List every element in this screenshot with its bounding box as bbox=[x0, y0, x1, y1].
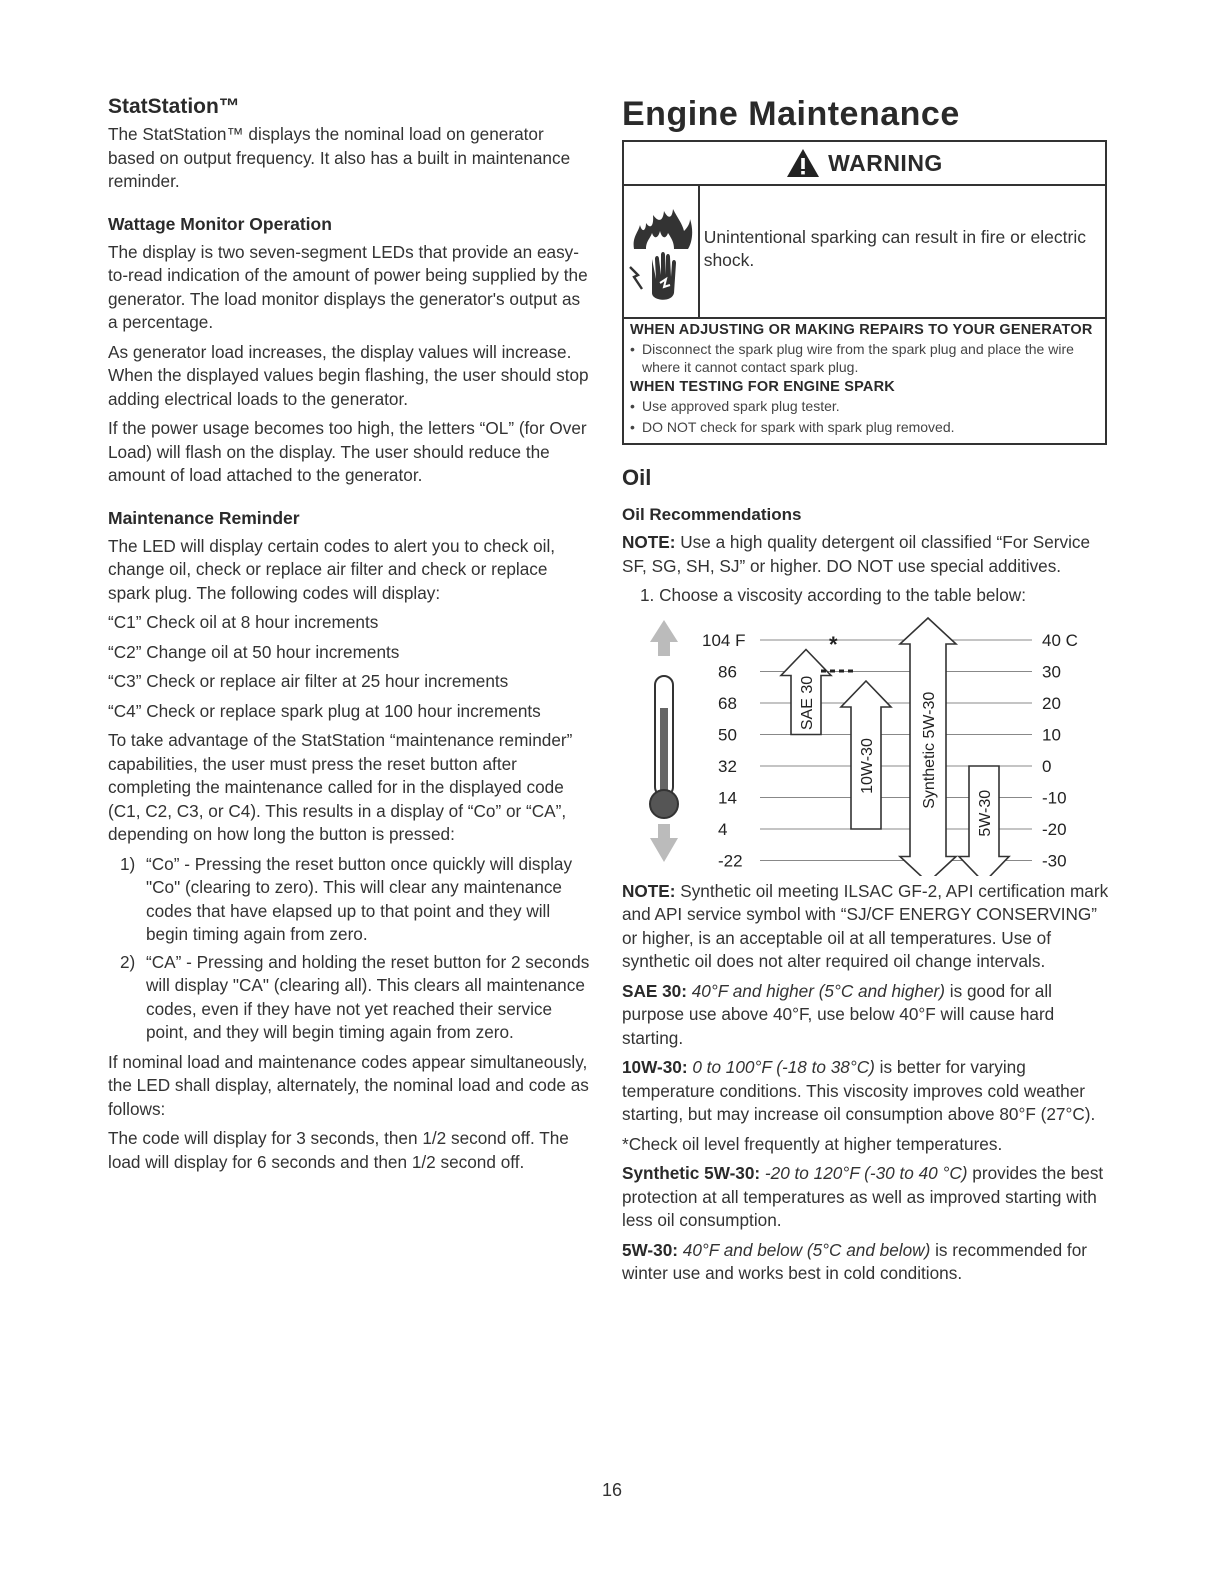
wattage-title: Wattage Monitor Operation bbox=[108, 213, 332, 234]
celsius-label: 20 bbox=[1042, 693, 1061, 713]
fahrenheit-label: 14 bbox=[718, 788, 737, 807]
celsius-label: 40 C bbox=[1042, 630, 1078, 650]
warning-bullet: • Disconnect the spark plug wire from the spark plug and place the wire where it cannot contact spark plug. bbox=[630, 340, 1099, 376]
warning-box bbox=[622, 140, 1107, 445]
warning-bullet: • DO NOT check for spark with spark plug removed. bbox=[630, 418, 1099, 436]
warning-heading-spark: WHEN TESTING FOR ENGINE SPARK bbox=[630, 379, 895, 395]
sae30-range: 40°F and higher (5°C and higher) bbox=[686, 980, 945, 1001]
note-text: Synthetic oil meeting ILSAC GF-2, API certification mark and API service symbol with “SJ/CF ENERGY CONSERVING” or higher, is an acceptable oil at all temperatures. Use of synthetic oil does not alter required oil change intervals. bbox=[622, 880, 1109, 971]
wattage-p2: As generator load increases, the display values will increase. When the displayed values begin flashing, the user should stop adding electrical loads to the generator. bbox=[108, 341, 589, 409]
code-c2: “C2” Change oil at 50 hour increments bbox=[108, 641, 400, 662]
wattage-p1: The display is two seven-segment LEDs that provide an easy-to-read indication of the amount of power being supplied by the generator. The load monitor displays the generator's output as a percentage. bbox=[108, 241, 588, 332]
warning-instructions bbox=[624, 319, 1105, 443]
oil-sae30 bbox=[622, 980, 1117, 1051]
oil-check-note: *Check oil level frequently at higher temperatures. bbox=[622, 1133, 1003, 1154]
warning-title: WARNING bbox=[828, 149, 943, 176]
maintenance-p4: The code will display for 3 seconds, then 1/2 second off. The load will display for 6 seconds and then 1/2 second off. bbox=[108, 1128, 569, 1172]
fahrenheit-label: 104 F bbox=[702, 630, 746, 650]
maintenance-p1: The LED will display certain codes to alert you to check oil, change oil, check or replace air filter and check or replace spark plug. The following codes will display: bbox=[108, 535, 556, 603]
celsius-label: 10 bbox=[1042, 725, 1061, 744]
fire-shock-icon bbox=[626, 197, 696, 307]
warning-bullet: • Use approved spark plug tester. bbox=[630, 397, 1099, 415]
thermometer-up-arrow bbox=[650, 620, 678, 656]
10w30-label: 10W-30: bbox=[622, 1057, 688, 1077]
celsius-label: -20 bbox=[1042, 819, 1067, 839]
maintenance-p2: To take advantage of the StatStation “maintenance reminder” capabilities, the user must press the reset button after completing the maintenance called for in the displayed code (C1, C2, C3, or C4). This results in a display of “Co” or “CA”, depending on how long the button is pressed: bbox=[108, 730, 573, 844]
note-label: NOTE: bbox=[622, 880, 676, 901]
oil-note-1 bbox=[622, 531, 1117, 578]
engine-maintenance-title: Engine Maintenance bbox=[622, 95, 960, 133]
5w30-label: 5W-30: bbox=[622, 1239, 679, 1260]
thermometer-bulb bbox=[650, 790, 678, 818]
code-c4: “C4” Check or replace spark plug at 100 hour increments bbox=[108, 700, 541, 721]
10w30-range: 0 to 100°F (-18 to 38°C) bbox=[687, 1057, 875, 1077]
fahrenheit-label: 4 bbox=[718, 819, 728, 839]
reset-step-num: 1) bbox=[120, 853, 136, 874]
oil-title: Oil bbox=[622, 465, 652, 490]
10w30-text: is better for varying temperature conditions. This viscosity improves cold weather starting, but may increase oil consumption above 80°F (27°C). bbox=[622, 1057, 1096, 1124]
viscosity-bar-label: Synthetic 5W-30 bbox=[921, 691, 938, 809]
sae30-text: is good for all purpose use above 40°F, use below 40°F will cause hard starting. bbox=[622, 980, 1055, 1048]
note-label: NOTE: bbox=[622, 532, 676, 552]
warning-message: Unintentional sparking can result in fire or electric shock. bbox=[703, 227, 1086, 270]
oil-note-2 bbox=[622, 880, 1117, 974]
oil-synthetic bbox=[622, 1162, 1117, 1233]
5w30-range: 40°F and below (5°C and below) bbox=[678, 1239, 931, 1260]
maintenance-title: Maintenance Reminder bbox=[108, 507, 300, 528]
5w30-text: is recommended for winter use and works best in cold conditions. bbox=[622, 1239, 1087, 1283]
right-column bbox=[622, 95, 1117, 1292]
sae30-label: SAE 30: bbox=[622, 980, 687, 1001]
viscosity-bar-label: SAE 30 bbox=[799, 675, 816, 730]
left-column bbox=[108, 95, 593, 1180]
fahrenheit-label: 86 bbox=[718, 662, 737, 681]
viscosity-chart bbox=[622, 616, 1117, 876]
code-c1: “C1” Check oil at 8 hour increments bbox=[108, 612, 379, 632]
reset-step bbox=[108, 951, 593, 1045]
synthetic-text: provides the best protection at all temperatures as well as improved starting with less oil consumption. bbox=[622, 1163, 1104, 1230]
reset-step-text: “CA” - Pressing and holding the reset button for 2 seconds will display "CA" (clearing all). This clears all maintenance codes, even if they have not yet reached their service point, and they will begin timing again from zero. bbox=[146, 951, 590, 1042]
synthetic-range: -20 to 120°F (-30 to 40 °C) bbox=[760, 1163, 968, 1183]
warning-message-row bbox=[624, 186, 1105, 319]
step-text: Choose a viscosity according to the table below: bbox=[659, 585, 1026, 605]
warning-header bbox=[624, 142, 1105, 186]
oil-recommendations-title: Oil Recommendations bbox=[622, 505, 802, 524]
viscosity-chart-svg bbox=[622, 616, 1117, 876]
fahrenheit-label: -22 bbox=[718, 851, 743, 870]
oil-5w30 bbox=[622, 1239, 1117, 1286]
statstation-intro: The StatStation™ displays the nominal load on generator based on output frequency. It also has a built in maintenance reminder. bbox=[108, 124, 571, 191]
maintenance-p3: If nominal load and maintenance codes appear simultaneously, the LED shall display, alternately, the nominal load and code as follows: bbox=[108, 1051, 589, 1119]
statstation-title: StatStation™ bbox=[108, 95, 240, 118]
reset-step bbox=[108, 853, 593, 947]
page-number: 16 bbox=[601, 1480, 623, 1500]
synthetic-label: Synthetic 5W-30: bbox=[622, 1163, 761, 1183]
oil-step-1 bbox=[622, 584, 1117, 608]
fahrenheit-label: 32 bbox=[718, 756, 737, 776]
code-c3: “C3” Check or replace air filter at 25 hour increments bbox=[108, 671, 509, 691]
oil-10w30 bbox=[622, 1056, 1117, 1127]
fahrenheit-label: 50 bbox=[718, 725, 737, 744]
celsius-label: 30 bbox=[1042, 662, 1061, 681]
fahrenheit-label: 68 bbox=[718, 693, 737, 713]
step-num: 1. bbox=[640, 585, 655, 605]
celsius-label: 0 bbox=[1042, 756, 1052, 776]
celsius-label: -30 bbox=[1042, 851, 1067, 870]
thermometer-down-arrow bbox=[650, 824, 678, 862]
celsius-label: -10 bbox=[1042, 788, 1067, 807]
note-text: Use a high quality detergent oil classified “For Service SF, SG, SH, SJ” or higher. DO NOT use special additives. bbox=[622, 532, 1091, 576]
high-temp-star: * bbox=[829, 631, 838, 657]
warning-icon-cell bbox=[624, 186, 700, 317]
warning-heading-repairs: WHEN ADJUSTING OR MAKING REPAIRS TO YOUR GENERATOR bbox=[630, 322, 1093, 338]
reset-step-text: “Co” - Pressing the reset button once quickly will display "Co" (clearing to zero). This will clear any maintenance codes that have elapsed up to that point and they will begin timing again from zero. bbox=[146, 853, 573, 944]
reset-step-num: 2) bbox=[120, 951, 136, 972]
wattage-p3: If the power usage becomes too high, the letters “OL” (for Over Load) will flash on the display. The user should reduce the amount of load attached to the generator. bbox=[108, 418, 587, 485]
reset-steps bbox=[108, 853, 593, 1045]
viscosity-bar-label: 10W-30 bbox=[859, 737, 876, 794]
warning-triangle-icon bbox=[786, 148, 820, 178]
viscosity-bar-label: 5W-30 bbox=[977, 789, 994, 837]
